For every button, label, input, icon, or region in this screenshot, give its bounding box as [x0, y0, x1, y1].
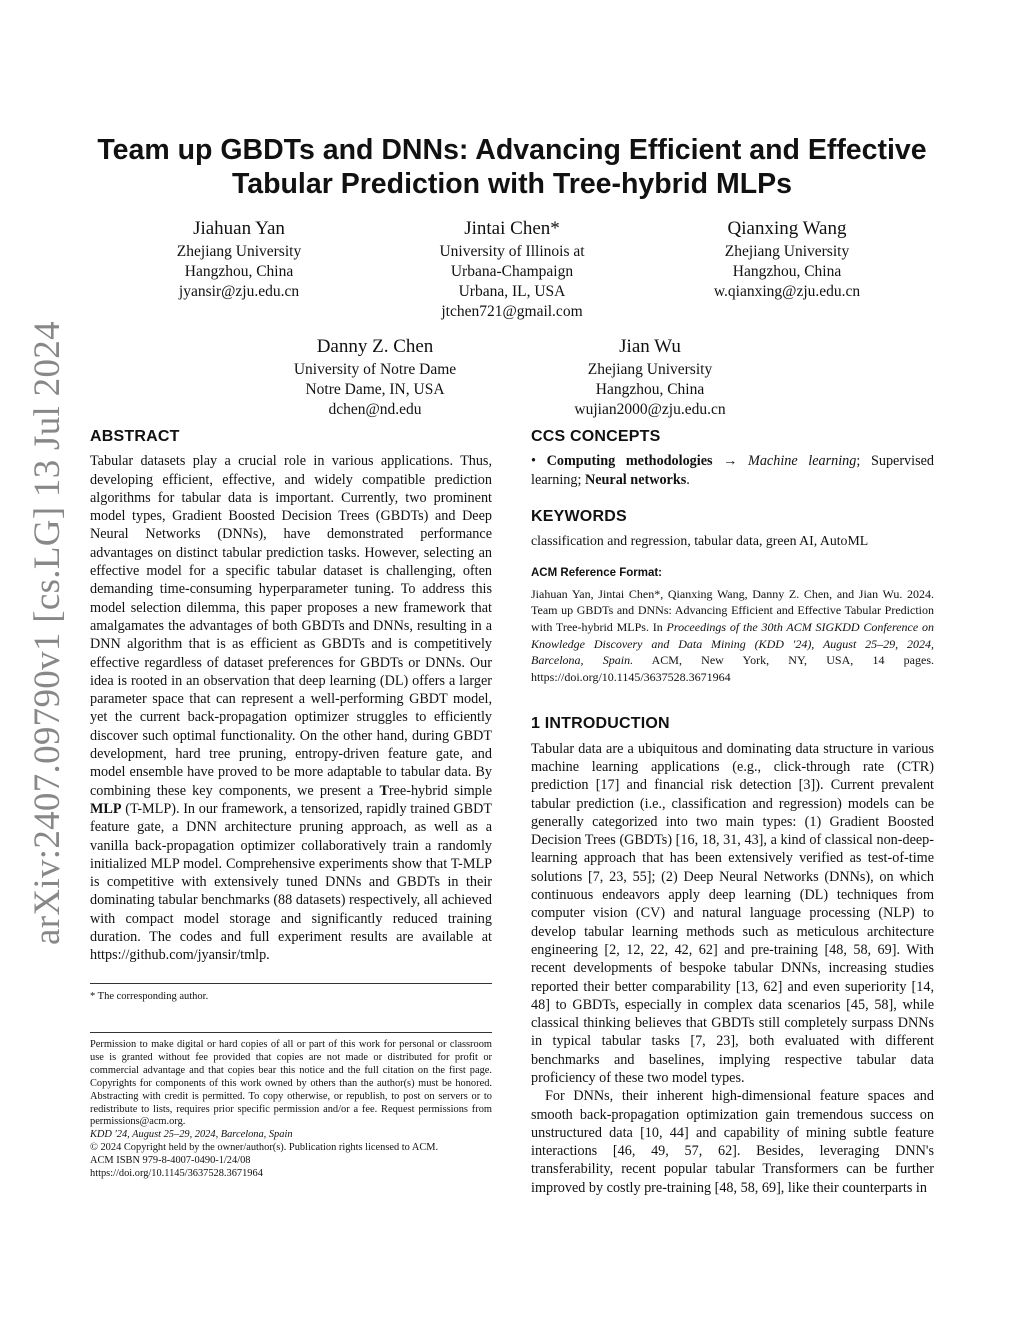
- footnote-divider: [90, 983, 492, 984]
- author-email: dchen@nd.edu: [328, 401, 422, 418]
- ccs-bullet: •: [531, 453, 547, 470]
- ccs-machine-learning: Machine learning: [748, 453, 857, 470]
- copyright-line: © 2024 Copyright held by the owner/author(s). Publication rights licensed to ACM.: [90, 1142, 439, 1154]
- author-block-wang: [714, 217, 860, 302]
- author-name: Jiahuan Yan: [193, 218, 285, 239]
- title-line-1: Team up GBDTs and DNNs: Advancing Efficient and Effective: [97, 134, 927, 166]
- author-block-chen-danny: [294, 335, 456, 420]
- ccs-neural-networks: Neural networks: [584, 471, 687, 488]
- ccs-rest-1: ; Supervised learning;: [531, 453, 935, 488]
- abstract-bold-mlp: MLP: [90, 800, 122, 817]
- abstract-text-part-1: Tabular datasets play a crucial role in various applications. Thus, developing efficient, effective, and widely compatible prediction algorithms for tabular data is important. Currently, two prominent model types, Gradient Boosted Decision Trees (GBDTs) and Deep Neural Networks (DNNs), have demonstrated performance advantages on distinct tabular prediction tasks. However, selecting an effective model for a specific tabular dataset is challenging, often demanding time-consuming hyperparameter tuning. To address this model selection dilemma, this paper proposes a new framework that amalgamates the advantages of both GBDTs and DNNs, resulting in a DNN algorithm that is as efficient as GBDTs and is competitively effective regardless of dataset preferences for GBDTs or DNNs. Our idea is rooted in an observation that deep learning (DL) offers a larger parameter space that can represent a well-performing GBDT model, yet the current back-propagation optimizer struggles to efficiently discover such optimal functionality. On the other hand, during GBDT development, hard tree pruning, entropy-driven feature gate, and model ensemble have proved to be more adaptable to tabular data. By combining these key components, we present a: [90, 453, 492, 799]
- abstract-text-part-3: (T-MLP). In our framework, a tensorized, rapidly trained GBDT feature gate, a DNN architecture pruning approach, as well as a vanilla back-propagation optimizer collaboratively train a randomly initialized MLP model. Comprehensive experiments show that T-MLP is competitive with extensively tuned DNNs and GBDTs in their dominating tabular benchmarks (88 datasets) respectively, all achieved with compact model storage and significantly reduced training duration. The codes and full experiment results are available at https://github.com/jyansir/tmlp.: [90, 800, 492, 964]
- paper-title: [90, 133, 934, 201]
- reference-text-1: Jiahuan Yan, Jintai Chen*, Qianxing Wang, Danny Z. Chen, and Jian Wu. 2024. Team up GBDTs and DNNs: Advancing Efficient and Effective Tabular Prediction with Tree-hybrid MLPs. In: [531, 586, 934, 634]
- left-column: [90, 428, 492, 1003]
- introduction-paragraph-2: For DNNs, their inherent high-dimensional feature spaces and smooth back-propagation optimization gain tremendous success on unstructured data [10, 44] and capability of mining subtle feature interactions [46, 49, 57, 62]. Besides, leveraging DNN's transferability, recent popular tabular Transformers can be further improved by costly pre-training [48, 58, 69], like their counterparts in: [531, 1088, 934, 1196]
- author-location: Hangzhou, China: [732, 263, 842, 280]
- abstract-heading: ABSTRACT: [90, 428, 180, 445]
- arxiv-identifier: arXiv:2407.09790v1 [cs.LG] 13 Jul 2024: [27, 321, 68, 945]
- ccs-rest-2: .: [686, 471, 690, 488]
- author-block-chen-jintai: [439, 217, 584, 322]
- author-location: Hangzhou, China: [184, 263, 294, 280]
- permission-text: Permission to make digital or hard copies of all or part of this work for personal or classroom use is granted without fee provided that copies are not made or distributed for profit or commercial advantage and that copies bear this notice and the full citation on the first page. Copyrights for components of this work owned by others than the author(s) must be honored. Abstracting with credit is permitted. To copy otherwise, or republish, to post on servers or to redistribute to lists, requires prior specific permission and/or a fee. Request permissions from permissions@acm.org.: [90, 1039, 492, 1128]
- abstract-text-part-2: ree-hybrid simple: [388, 782, 492, 799]
- right-column: [531, 428, 934, 1197]
- author-location: Notre Dame, IN, USA: [305, 381, 445, 398]
- reference-format-heading: ACM Reference Format:: [531, 567, 662, 580]
- author-affiliation: University of Notre Dame: [293, 361, 457, 378]
- author-location: Urbana, IL, USA: [458, 283, 566, 300]
- author-affiliation: Zhejiang University: [724, 243, 850, 260]
- author-name: Qianxing Wang: [727, 218, 847, 239]
- abstract-text: [90, 452, 492, 964]
- author-block-yan: [177, 217, 301, 302]
- author-affiliation: Zhejiang University: [587, 361, 713, 378]
- reference-format-text: [531, 586, 934, 686]
- author-email: jtchen721@gmail.com: [441, 303, 583, 320]
- reference-text-2: ACM, New York, NY, USA, 14 pages. https://doi.org/10.1145/3637528.3671964: [531, 653, 935, 684]
- permission-divider: [90, 1032, 492, 1033]
- abstract-bold-t: T: [379, 782, 389, 799]
- author-name: Jian Wu: [619, 336, 681, 357]
- doi-line: https://doi.org/10.1145/3637528.3671964: [90, 1168, 263, 1180]
- author-name: Danny Z. Chen: [316, 336, 434, 357]
- author-location: Hangzhou, China: [595, 381, 705, 398]
- author-block-wu: [574, 335, 725, 420]
- introduction-paragraph-1: Tabular data are a ubiquitous and dominating data structure in various machine learning applications (e.g., click-through rate (CTR) prediction [17] and financial risk detection [3]). Current prevalent tabular prediction (i.e., classification and regression) models can be generally categorized into two main types: (1) Gradient Boosted Decision Trees (GBDTs) [16, 18, 31, 43], a kind of classical non-deep-learning approach that has been extensively verified as test-of-time solutions [7, 23, 55]; (2) Deep Neural Networks (DNNs), on which continuous endeavors apply deep learning (DL) techniques from computer vision (CV) and natural language processing (NLP) to develop tabular learning methods such as meticulous architecture engineering [2, 12, 22, 42, 62] and pre-training [48, 58, 69]. With recent developments of bespoke tabular DNNs, increasing studies reported their better comparability [13, 62] and even superiority [14, 48] to GBDTs, especially in complex data scenarios [45, 58], while classical thinking believes that GBDTs still completely surpass DNNs in typical tabular tasks [7, 23], both evaluated with different benchmarks and baselines, implying respective tabular data proficiency of these two model types.: [531, 740, 934, 1086]
- venue-line: KDD '24, August 25–29, 2024, Barcelona, Spain: [90, 1129, 293, 1141]
- author-affiliation-2: Urbana-Champaign: [450, 263, 574, 280]
- introduction-heading: 1 INTRODUCTION: [531, 715, 670, 733]
- reference-proceedings: Proceedings of the 30th ACM SIGKDD Conference on Knowledge Discovery and Data Mining (KDD '24), August 25–29, 2024, Barcelona, Spain.: [531, 619, 934, 668]
- ccs-heading: CCS CONCEPTS: [531, 428, 661, 445]
- title-line-2: Tabular Prediction with Tree-hybrid MLPs: [231, 168, 793, 200]
- ccs-arrow: →: [712, 453, 749, 470]
- isbn-line: ACM ISBN 979-8-4007-0490-1/24/08: [90, 1155, 251, 1167]
- ccs-computing-methodologies: Computing methodologies: [546, 453, 713, 470]
- keywords-text: classification and regression, tabular data, green AI, AutoML: [531, 533, 869, 549]
- author-email: jyansir@zju.edu.cn: [178, 283, 300, 300]
- permission-block: [90, 1032, 492, 1181]
- author-name: Jintai Chen*: [464, 218, 560, 239]
- author-email: w.qianxing@zju.edu.cn: [713, 283, 861, 300]
- author-email: wujian2000@zju.edu.cn: [574, 401, 726, 418]
- ccs-text: [531, 452, 934, 489]
- author-affiliation: Zhejiang University: [176, 243, 302, 260]
- keywords-heading: KEYWORDS: [531, 507, 627, 525]
- author-affiliation: University of Illinois at: [439, 243, 585, 260]
- corresponding-author-footnote: * The corresponding author.: [90, 990, 209, 1002]
- reference-format: [531, 564, 934, 685]
